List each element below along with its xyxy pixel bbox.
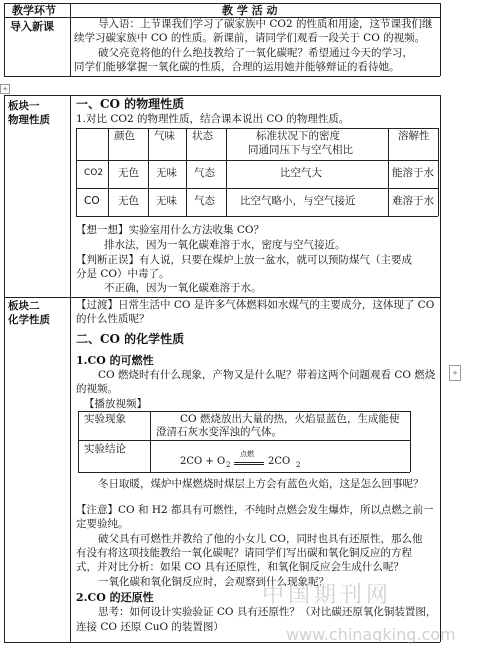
section2-winter: 冬日取暖，煤炉中煤燃烧时煤层上方会有蓝色火焰，这是怎么回事呢？ xyxy=(98,478,424,490)
prop-row1-solubility: 能溶于水 xyxy=(392,167,434,179)
section2-story1: 破父具有可燃性并教给了他的小女儿 CO，同时也具有还原性，那么他 xyxy=(98,533,423,545)
equation-left-sub: 2 xyxy=(226,461,231,469)
equation-right: 2CO xyxy=(268,456,291,467)
section2-sub1: 1.CO 的可燃性 xyxy=(76,354,154,367)
prop-row1-smell: 无味 xyxy=(156,167,177,179)
prop-header-smell: 气味 xyxy=(154,130,175,142)
prop-header-state: 状态 xyxy=(192,130,213,142)
prop-header-density: 标准状况下的密度 xyxy=(256,130,340,142)
prop-row1-color: 无色 xyxy=(118,167,139,179)
combustion-equation xyxy=(180,452,310,470)
exp-row1-label: 实验现象 xyxy=(84,413,126,425)
prop-header-solubility: 溶解性 xyxy=(398,130,430,142)
section1-judge: 【判断正误】有人说，只要在煤炉上放一盆水，就可以预防煤气（主要成 xyxy=(76,254,412,266)
section1-label-line1: 板块一 xyxy=(8,100,40,112)
equation-right-sub: 2 xyxy=(296,461,301,469)
prop-row2-density: 比空气略小，与空气接近 xyxy=(240,195,356,207)
equation-condition: 点燃 xyxy=(240,450,254,458)
prop-row1-state: 气态 xyxy=(194,167,215,179)
section2-label-line1: 板块二 xyxy=(8,300,40,312)
equation-left: 2CO + O xyxy=(180,456,226,467)
section2-title: 二、CO 的化学性质 xyxy=(76,332,185,346)
exp-row1-text1: CO 燃烧放出大量的热，火焰显蓝色，生成能使 xyxy=(180,413,400,425)
section2-story4: 一氧化碳和氧化铜反应时，会观察到什么现象呢？ xyxy=(98,576,329,588)
section2-note1: 【注意】CO 和 H2 都具有可燃性，不纯时点燃会发生爆炸，所以点燃之前一 xyxy=(76,504,434,516)
intro-line-1: 导入语：上节课我们学习了碳家族中 CO2 的性质和用途，这节课我们继 xyxy=(98,18,433,30)
equation-arrow xyxy=(234,462,264,463)
section1-think-answer: 排水法，因为一氧化碳难溶于水，密度与空气接近。 xyxy=(104,239,346,251)
section2-q1: CO 燃烧时有什么现象，产物又是什么呢？带着这两个问题观看 CO 燃烧 xyxy=(98,369,436,381)
section2-think2b: 连接 CO 还原 CuO 的装置图） xyxy=(76,621,224,633)
table-move-handle[interactable]: + xyxy=(0,84,10,94)
section2-story2: 有没有将这项技能教给一氧化碳呢？请同学们写出碳和氧化铜反应的方程 xyxy=(76,547,412,559)
header-col1: 教学环节 xyxy=(12,4,56,17)
section2-label-line2: 化学性质 xyxy=(8,314,50,326)
intro-line-3: 破父亮竟将他的什么绝技教给了一氧化碳呢？希望通过今天的学习， xyxy=(98,47,413,59)
section2-story3: 式，并对比分析：如果 CO 具有还原性，和氧化铜反应会生成什么呢？ xyxy=(76,561,404,573)
prop-row2-solubility: 难溶于水 xyxy=(392,195,434,207)
intro-label: 导入新课 xyxy=(10,20,54,33)
section2-video-tag: 【播放视频】 xyxy=(84,398,147,410)
section1-task: 1.对比 CO2 的物理性质，结合课本说出 CO 的物理性质。 xyxy=(76,113,350,125)
section1-judge-2: 分是 CO）中毒了。 xyxy=(76,268,170,280)
section1-label-line2: 物理性质 xyxy=(8,114,50,126)
prop-header-color: 颜色 xyxy=(114,130,135,142)
exp-row1-text2: 澄清石灰水变浑浊的气体。 xyxy=(156,426,282,438)
prop-row2-name: CO xyxy=(84,195,100,207)
section1-title: 一、CO 的物理性质 xyxy=(76,97,185,111)
prop-row2-color: 无色 xyxy=(118,195,139,207)
watermark-url: www.chinaqking.com xyxy=(286,625,456,644)
header-col2: 教 学 活 动 xyxy=(222,4,278,17)
section2-transition: 【过渡】日常生活中 CO 是许多气体燃料如水煤气的主要成分，这体现了 CO xyxy=(76,299,435,311)
section2-note2: 定要验纯。 xyxy=(76,518,129,530)
watermark-cn: 中国期刊网 xyxy=(262,583,393,608)
section2-think2: 思考：如何设计实验验证 CO 具有还原性？（对比碳还原氧化铜装置图， xyxy=(98,606,437,618)
equation-arrow-2 xyxy=(234,464,264,465)
prop-row2-state: 气态 xyxy=(194,195,215,207)
prop-header-density-sub: 同通同压下与空气相比 xyxy=(248,144,353,156)
prop-row1-density: 比空气大 xyxy=(280,167,322,179)
table-scroll-handle[interactable]: + xyxy=(449,365,461,381)
section1-judge-answer: 不正确，因为一氧化碳难溶于水。 xyxy=(104,282,262,294)
intro-line-2: 续学习碳家族中 CO 的性质。新课前，请同学们观看一段关于 CO 的视频。 xyxy=(74,32,426,44)
exp-row2-label: 实验结论 xyxy=(84,443,126,455)
intro-line-4: 同学们能够掌握一氧化碳的性质，合理的运用她并能够辩证的看待她。 xyxy=(74,61,400,73)
section1-think: 【想一想】实验室用什么方法收集 CO？ xyxy=(76,224,264,236)
prop-row1-name: CO2 xyxy=(84,168,104,178)
section2-transition-2: 的什么性质呢？ xyxy=(76,313,150,325)
section2-q1b: 的视频。 xyxy=(76,383,118,395)
section2-sub2: 2.CO 的还原性 xyxy=(76,591,154,604)
prop-row2-smell: 无味 xyxy=(156,195,177,207)
